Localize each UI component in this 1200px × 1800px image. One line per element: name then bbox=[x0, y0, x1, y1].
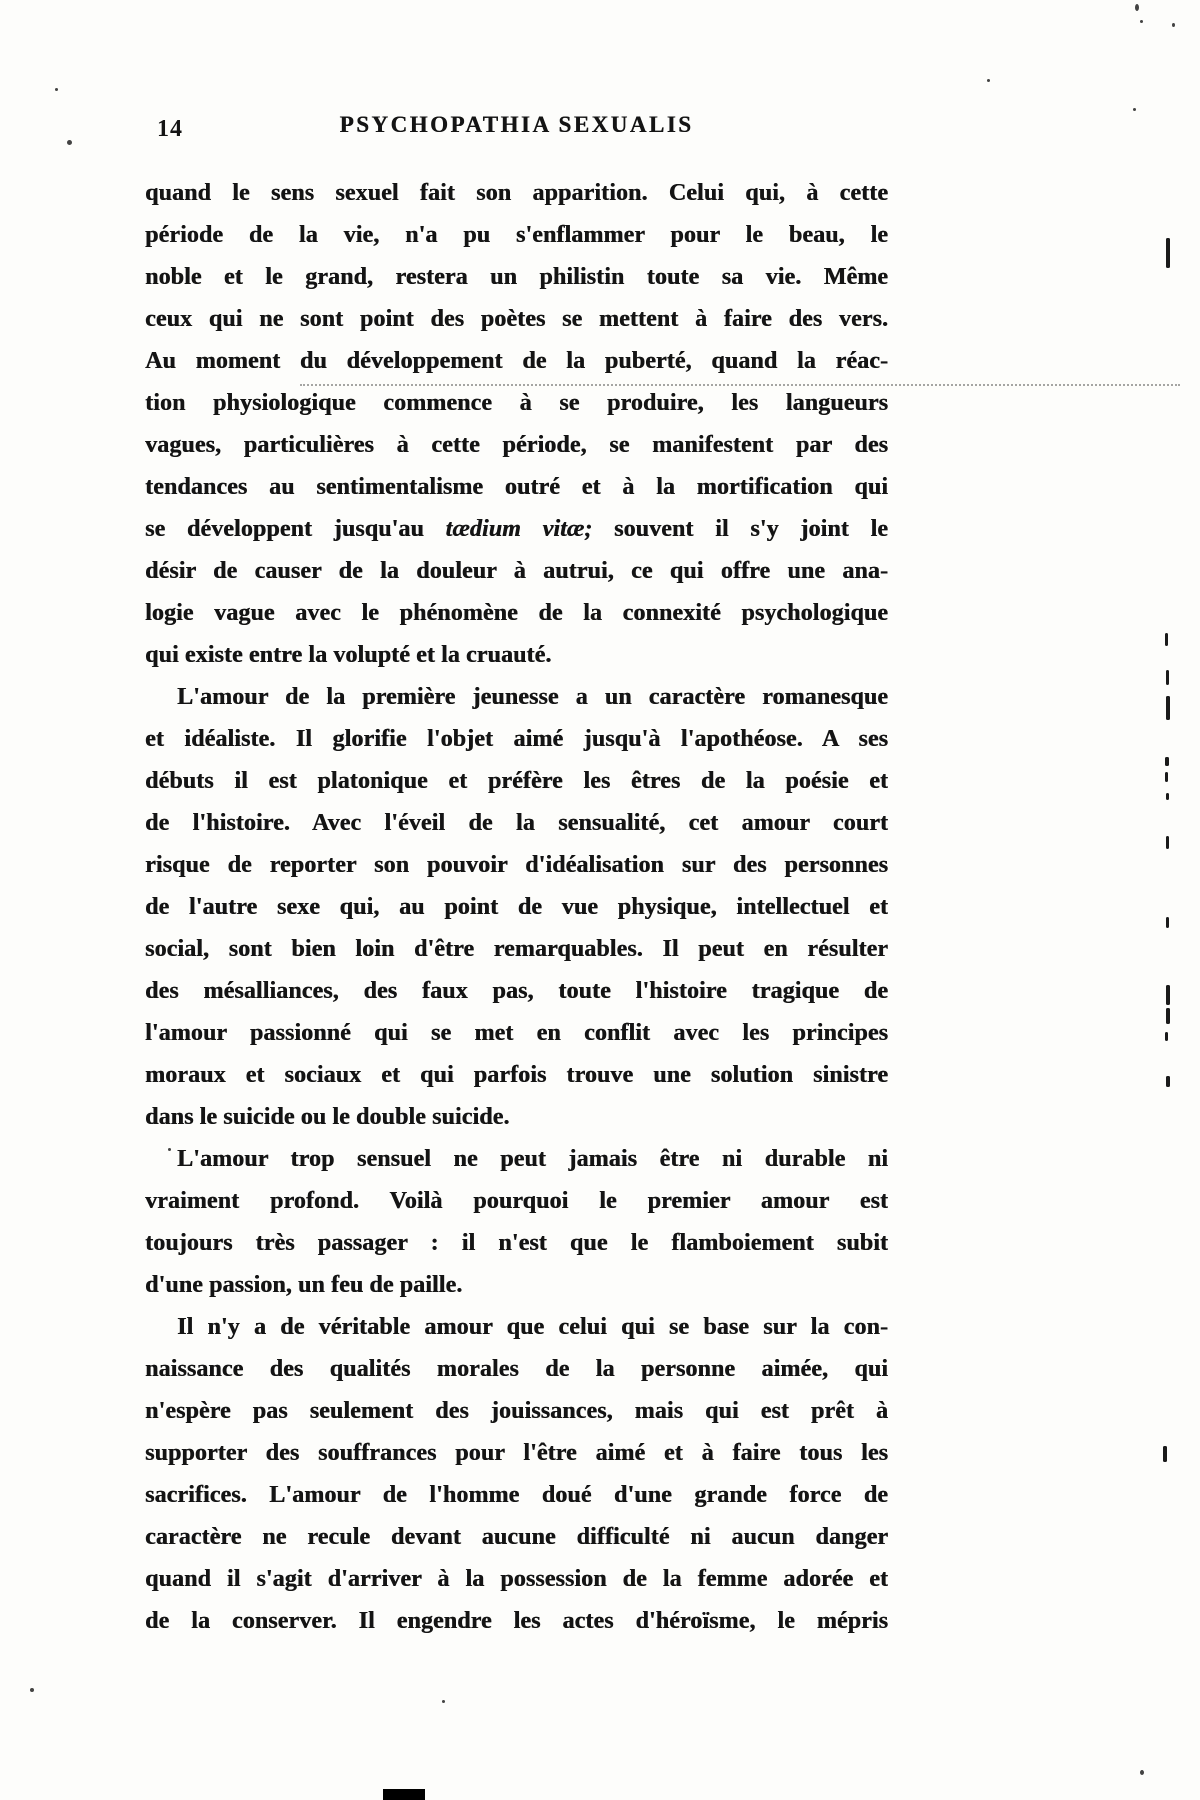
margin-ink-mark bbox=[1163, 1446, 1167, 1462]
page-header bbox=[145, 110, 888, 144]
text-line bbox=[145, 298, 888, 340]
scan-speck bbox=[987, 79, 990, 82]
text-line bbox=[145, 1432, 888, 1474]
text-segment: quand il s'agit d'arriver à la possession de la femme adorée et bbox=[145, 1566, 888, 1592]
margin-ink-mark bbox=[1165, 757, 1169, 766]
text-line bbox=[145, 1096, 888, 1138]
text-segment: quand le sens sexuel fait son apparition. Celui qui, à cette bbox=[145, 180, 888, 206]
scan-speck bbox=[1140, 20, 1143, 23]
margin-ink-mark bbox=[1165, 772, 1168, 782]
text-segment: vraiment profond. Voilà pourquoi le premier amour est bbox=[145, 1188, 888, 1214]
text-line bbox=[145, 214, 888, 256]
margin-ink-mark bbox=[1166, 985, 1170, 1005]
text-segment: qui existe entre la volupté et la cruauté. bbox=[145, 642, 552, 668]
scan-dotted-streak bbox=[300, 384, 1180, 386]
text-line bbox=[145, 508, 888, 550]
scan-speck bbox=[67, 140, 72, 145]
text-line bbox=[145, 1054, 888, 1096]
margin-ink-mark bbox=[1166, 238, 1170, 268]
margin-ink-mark bbox=[1166, 917, 1169, 928]
italic-phrase: tædium vitæ; bbox=[445, 516, 593, 542]
text-line bbox=[145, 1012, 888, 1054]
margin-ink-mark bbox=[1166, 1008, 1170, 1024]
margin-ink-mark bbox=[1166, 793, 1169, 800]
text-line bbox=[145, 424, 888, 466]
text-segment: social, sont bien loin d'être remarquables. Il peut en résulter bbox=[145, 936, 888, 962]
text-segment: logie vague avec le phénomène de la connexité psychologique bbox=[145, 600, 888, 626]
scan-speck bbox=[30, 1688, 34, 1692]
text-segment: dans le suicide ou le double suicide. bbox=[145, 1104, 510, 1130]
text-line bbox=[145, 970, 888, 1012]
page-number: 14 bbox=[157, 116, 183, 142]
text-line bbox=[145, 466, 888, 508]
text-line bbox=[145, 256, 888, 298]
scan-edge-bar bbox=[383, 1789, 425, 1800]
text-segment: débuts il est platonique et préfère les êtres de la poésie et bbox=[145, 768, 888, 794]
margin-ink-mark bbox=[1166, 696, 1170, 720]
text-line bbox=[145, 634, 888, 676]
text-segment: Il n'y a de véritable amour que celui qui se base sur la con- bbox=[177, 1314, 888, 1340]
text-segment: sacrifices. L'amour de l'homme doué d'une grande force de bbox=[145, 1482, 888, 1508]
text-segment: Au moment du développement de la puberté, quand la réac- bbox=[145, 348, 888, 374]
text-line bbox=[145, 1390, 888, 1432]
body-text bbox=[145, 172, 888, 1642]
text-segment: période de la vie, n'a pu s'enflammer pour le beau, le bbox=[145, 222, 888, 248]
text-segment: naissance des qualités morales de la personne aimée, qui bbox=[145, 1356, 888, 1382]
text-line bbox=[145, 1474, 888, 1516]
text-segment: L'amour trop sensuel ne peut jamais être ni durable ni bbox=[177, 1146, 888, 1172]
text-segment: des mésalliances, des faux pas, toute l'histoire tragique de bbox=[145, 978, 888, 1004]
text-segment: de l'autre sexe qui, au point de vue physique, intellectuel et bbox=[145, 894, 888, 920]
text-line bbox=[145, 382, 888, 424]
text-line bbox=[145, 550, 888, 592]
text-segment: noble et le grand, restera un philistin toute sa vie. Même bbox=[145, 264, 888, 290]
text-segment: vagues, particulières à cette période, se manifestent par des bbox=[145, 432, 888, 458]
scan-speck bbox=[1140, 1770, 1144, 1775]
text-segment: souvent il s'y joint le bbox=[592, 516, 888, 542]
text-segment: L'amour de la première jeunesse a un caractère romanesque bbox=[177, 684, 888, 710]
margin-ink-mark bbox=[1166, 836, 1169, 849]
scan-speck bbox=[168, 1148, 171, 1151]
text-line bbox=[145, 676, 888, 718]
text-segment: ceux qui ne sont point des poètes se mettent à faire des vers. bbox=[145, 306, 888, 332]
text-line bbox=[145, 340, 888, 382]
text-line bbox=[145, 1306, 888, 1348]
text-line bbox=[145, 928, 888, 970]
text-segment: toujours très passager : il n'est que le flamboiement subit bbox=[145, 1230, 888, 1256]
text-segment: de l'histoire. Avec l'éveil de la sensualité, cet amour court bbox=[145, 810, 888, 836]
running-title: PSYCHOPATHIA SEXUALIS bbox=[339, 112, 694, 137]
scan-speck bbox=[442, 1700, 445, 1703]
text-segment: l'amour passionné qui se met en conflit avec les principes bbox=[145, 1020, 888, 1046]
text-segment: tion physiologique commence à se produire, les langueurs bbox=[145, 390, 888, 416]
text-line bbox=[145, 718, 888, 760]
text-line bbox=[145, 1348, 888, 1390]
margin-ink-mark bbox=[1166, 1076, 1170, 1087]
scan-speck bbox=[1135, 4, 1139, 11]
text-line bbox=[145, 1600, 888, 1642]
text-segment: supporter des souffrances pour l'être aimé et à faire tous les bbox=[145, 1440, 888, 1466]
text-line bbox=[145, 886, 888, 928]
text-line bbox=[145, 592, 888, 634]
text-line bbox=[145, 172, 888, 214]
text-line bbox=[145, 1180, 888, 1222]
text-segment: risque de reporter son pouvoir d'idéalisation sur des personnes bbox=[145, 852, 888, 878]
text-line bbox=[145, 1558, 888, 1600]
margin-ink-mark bbox=[1165, 1032, 1168, 1041]
scan-speck bbox=[55, 88, 58, 91]
text-segment: de la conserver. Il engendre les actes d'héroïsme, le mépris bbox=[145, 1608, 888, 1634]
text-segment: et idéaliste. Il glorifie l'objet aimé jusqu'à l'apothéose. A ses bbox=[145, 726, 888, 752]
margin-ink-mark bbox=[1166, 670, 1169, 685]
text-segment: d'une passion, un feu de paille. bbox=[145, 1272, 463, 1298]
text-segment: tendances au sentimentalisme outré et à la mortification qui bbox=[145, 474, 888, 500]
text-line bbox=[145, 802, 888, 844]
text-segment: désir de causer de la douleur à autrui, ce qui offre une ana- bbox=[145, 558, 888, 584]
text-line bbox=[145, 1138, 888, 1180]
text-line bbox=[145, 1516, 888, 1558]
text-segment: se développent jusqu'au bbox=[145, 516, 446, 542]
text-line bbox=[145, 1222, 888, 1264]
text-segment: n'espère pas seulement des jouissances, mais qui est prêt à bbox=[145, 1398, 888, 1424]
text-line bbox=[145, 760, 888, 802]
scan-speck bbox=[1172, 23, 1175, 27]
text-segment: moraux et sociaux et qui parfois trouve une solution sinistre bbox=[145, 1062, 888, 1088]
text-line bbox=[145, 844, 888, 886]
margin-ink-mark bbox=[1165, 633, 1168, 646]
text-line bbox=[145, 1264, 888, 1306]
text-segment: caractère ne recule devant aucune difficulté ni aucun danger bbox=[145, 1524, 888, 1550]
scan-speck bbox=[1133, 108, 1136, 111]
